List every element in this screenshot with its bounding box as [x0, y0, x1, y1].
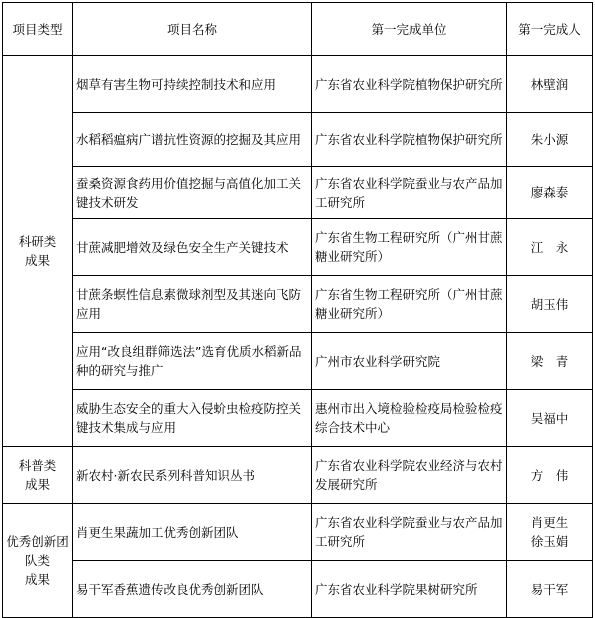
- first-person-cell: 朱小源: [507, 113, 593, 167]
- project-name-cell: 甘蔗条螟性信息素微球剂型及其迷向飞防应用: [73, 276, 312, 333]
- header-project-type: 项目类型: [3, 3, 73, 56]
- first-person-cell: 廖森泰: [507, 167, 593, 219]
- table-row: [3, 504, 593, 561]
- first-unit-cell: 惠州市出入境检验检疫局检验检疫综合技术中心: [312, 390, 507, 447]
- header-project-name: 项目名称: [73, 3, 312, 56]
- first-person-cell: 江 永: [507, 219, 593, 276]
- awards-table: [2, 2, 593, 618]
- first-unit-cell: 广东省农业科学院植物保护研究所: [312, 113, 507, 167]
- table-row: [3, 447, 593, 504]
- project-name-cell: 威胁生态安全的重大入侵蚧虫检疫防控关键技术集成与应用: [73, 390, 312, 447]
- table-row: [3, 276, 593, 333]
- header-first-person: 第一完成人: [507, 3, 593, 56]
- project-name-cell: 易干军香蕉遗传改良优秀创新团队: [73, 561, 312, 618]
- project-type-line: 科普类: [18, 458, 57, 473]
- first-person-line: 肖更生: [530, 515, 569, 530]
- project-name-cell: 应用“改良组群筛选法”选育优质水稻新品种的研究与推广: [73, 333, 312, 390]
- first-unit-cell: 广东省生物工程研究所（广州甘蔗糖业研究所）: [312, 219, 507, 276]
- table-row: [3, 333, 593, 390]
- project-type-line: 成果: [24, 572, 50, 587]
- project-type-cell: [3, 56, 73, 447]
- first-person-cell: 胡玉伟: [507, 276, 593, 333]
- project-type-line: 成果: [24, 253, 50, 268]
- project-name-cell: 水稻稻瘟病广谱抗性资源的挖掘及其应用: [73, 113, 312, 167]
- first-unit-cell: 广州市农业科学研究院: [312, 333, 507, 390]
- project-type-line: 成果: [24, 477, 50, 492]
- first-person-cell: [507, 504, 593, 561]
- first-unit-cell: 广东省生物工程研究所（广州甘蔗糖业研究所）: [312, 276, 507, 333]
- first-unit-cell: 广东省农业科学院蚕业与农产品加工研究所: [312, 167, 507, 219]
- first-person-cell: 吴福中: [507, 390, 593, 447]
- first-person-line: 徐玉娟: [530, 534, 569, 549]
- table-row: [3, 167, 593, 219]
- table-row: [3, 561, 593, 618]
- first-person-cell: 林壁润: [507, 56, 593, 113]
- project-name-cell: 烟草有害生物可持续控制技术和应用: [73, 56, 312, 113]
- project-name-cell: 甘蔗减肥增效及绿色安全生产关键技术: [73, 219, 312, 276]
- first-unit-cell: 广东省农业科学院蚕业与农产品加工研究所: [312, 504, 507, 561]
- project-name-cell: 蚕桑资源食药用价值挖掘与高值化加工关键技术研发: [73, 167, 312, 219]
- table-row: [3, 56, 593, 113]
- first-person-cell: 梁 青: [507, 333, 593, 390]
- project-type-cell: [3, 447, 73, 504]
- project-type-line: 科研类: [18, 234, 57, 249]
- first-unit-cell: 广东省农业科学院果树研究所: [312, 561, 507, 618]
- header-row: [3, 3, 593, 56]
- table-row: [3, 390, 593, 447]
- header-first-unit: 第一完成单位: [312, 3, 507, 56]
- first-person-cell: 易干军: [507, 561, 593, 618]
- first-person-cell: 方 伟: [507, 447, 593, 504]
- first-unit-cell: 广东省农业科学院植物保护研究所: [312, 56, 507, 113]
- project-name-cell: 新农村·新农民系列科普知识丛书: [73, 447, 312, 504]
- table-row: [3, 113, 593, 167]
- project-type-line: 优秀创新团: [6, 534, 69, 549]
- project-name-cell: 肖更生果蔬加工优秀创新团队: [73, 504, 312, 561]
- project-type-cell: [3, 504, 73, 618]
- first-unit-cell: 广东省农业科学院农业经济与农村发展研究所: [312, 447, 507, 504]
- table-row: [3, 219, 593, 276]
- project-type-line: 队类: [24, 553, 50, 568]
